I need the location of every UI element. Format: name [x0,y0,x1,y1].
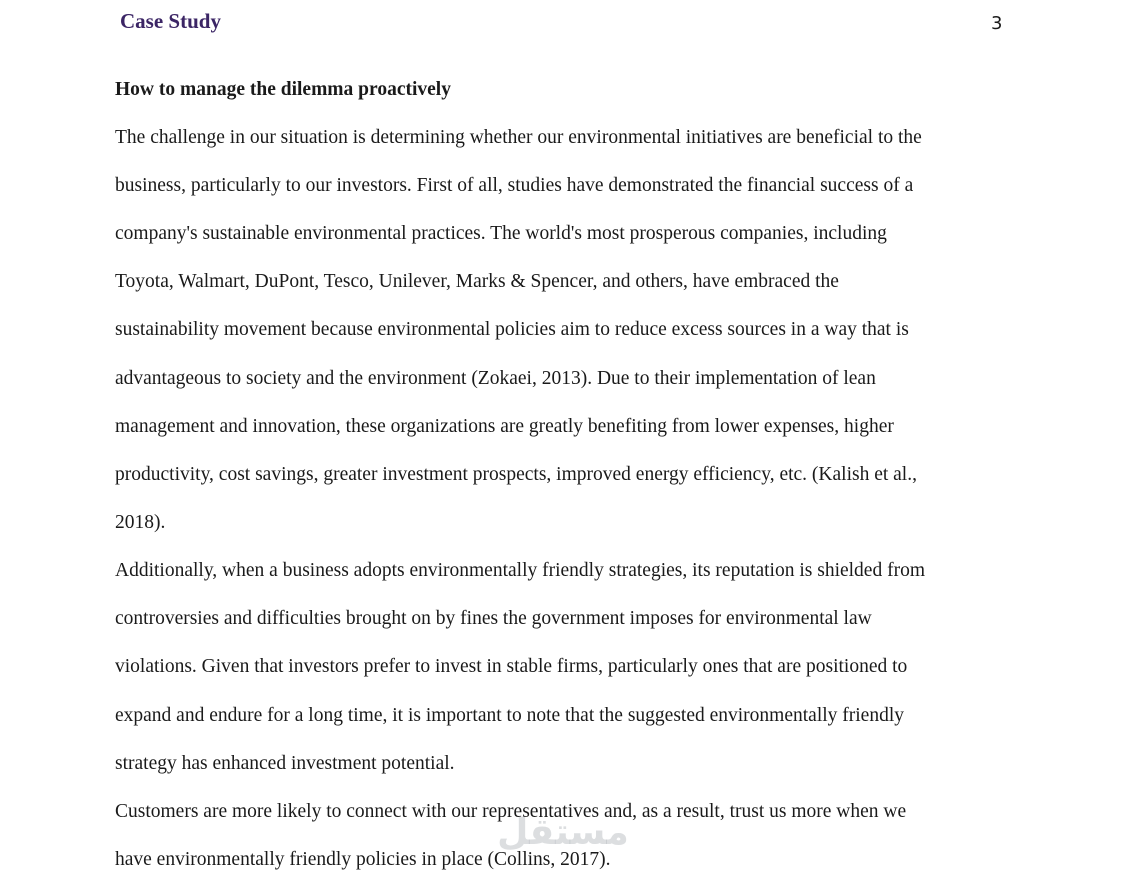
section-heading: How to manage the dilemma proactively [115,79,451,100]
body-line: company's sustainable environmental practices. The world's most prosperous companies, including [115,223,887,244]
running-header-title: Case Study [120,9,221,33]
watermark-text: مستقل [497,812,629,853]
body-line: sustainability movement because environmental policies aim to reduce excess sources in a way that is [115,319,909,340]
body-line: Toyota, Walmart, DuPont, Tesco, Unilever, Marks & Spencer, and others, have embraced the [115,271,839,292]
body-line: expand and endure for a long time, it is important to note that the suggested environmentally friendly [115,705,905,726]
body-line: strategy has enhanced investment potential. [115,753,455,774]
body-line: Additionally, when a business adopts environmentally friendly strategies, its reputation is shielded from [115,560,925,581]
body-line: have environmentally friendly policies in place (Collins, 2017). [115,849,611,870]
body-line: advantageous to society and the environment (Zokaei, 2013). Due to their implementation of lean [115,368,876,389]
body-line: management and innovation, these organizations are greatly benefiting from lower expenses, higher [115,416,894,437]
body-line: violations. Given that investors prefer to invest in stable firms, particularly ones that are positioned to [115,656,908,677]
page-number: 3 [991,13,1003,34]
body-line: Customers are more likely to connect with our representatives and, as a result, trust us more when we [115,801,907,822]
body-line: productivity, cost savings, greater investment prospects, improved energy efficiency, etc. (Kalish et al., [115,464,917,485]
body-line: 2018). [115,512,166,533]
body-line: controversies and difficulties brought on by fines the government imposes for environmental law [115,608,872,629]
body-line: The challenge in our situation is determining whether our environmental initiatives are beneficial to the [115,127,922,148]
body-line: business, particularly to our investors. First of all, studies have demonstrated the financial success of a [115,175,914,196]
